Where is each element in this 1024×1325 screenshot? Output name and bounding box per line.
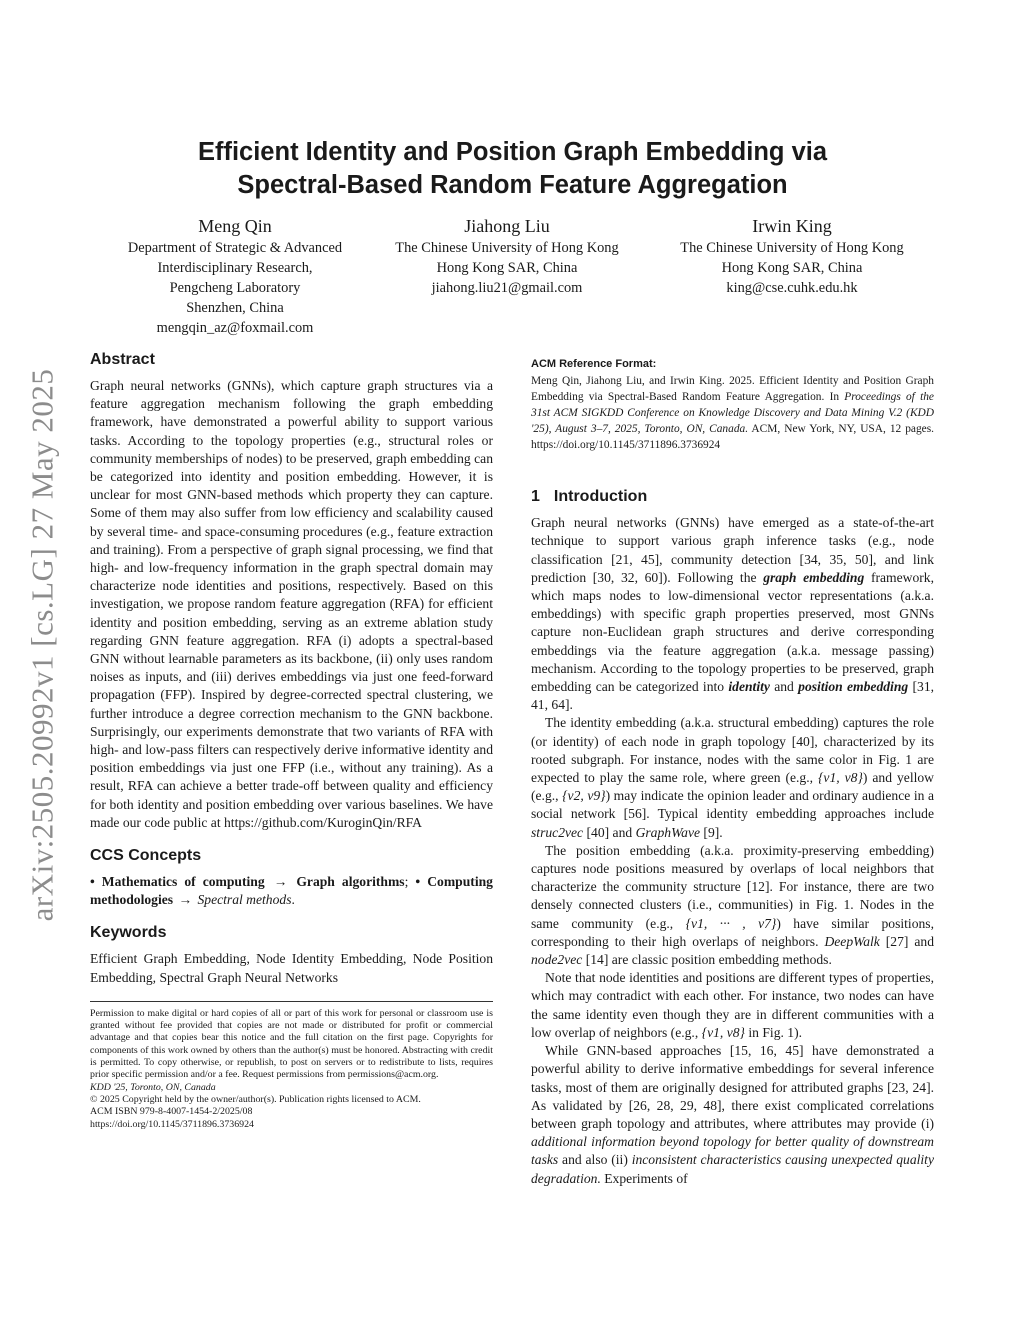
- acm-ref-tail: ACM, New York, NY, USA, 12 pages. https://doi.org/10.1145/3711896.3736924: [531, 423, 934, 452]
- ccs-bullet-2: • Computing methodologies: [90, 874, 493, 908]
- intro-paragraph-5: [531, 1042, 934, 1188]
- text-run: [14] are classic position embedding methods.: [582, 952, 832, 968]
- text-run: and: [769, 679, 799, 695]
- acm-ref-proceedings: Proceedings of the 31st ACM SIGKDD Conference on Knowledge Discovery and Data Mining V.2 (KDD '25), August 3–7, 2025, Toronto, ON, Canada.: [531, 391, 934, 436]
- abstract-heading: Abstract: [90, 351, 155, 368]
- ccs-arrow-2: →: [178, 892, 193, 908]
- acm-ref-authors-title: Meng Qin, Jiahong Liu, and Irwin King. 2025. Efficient Identity and Position Graph Embedding via Spectral-Based Random Feature Aggregation. In: [531, 375, 934, 404]
- keywords-text: Efficient Graph Embedding, Node Identity Embedding, Node Position Embedding, Spectral Graph Neural Networks: [90, 951, 493, 985]
- emphasis-graph-embedding: graph embedding: [763, 569, 865, 585]
- math-inline: {v1, v8}: [701, 1024, 745, 1040]
- text-run: The identity embedding (a.k.a. structural embedding) captures the role (or identity) of each node in graph topology [40], characterized by its rooted subgraph. For instance, nodes with the same color in Fig. 1 are expected to play the same role, where green (e.g.,: [531, 715, 934, 786]
- ccs-bullet-1: • Mathematics of computing: [90, 874, 265, 890]
- text-run: Note that node identities and positions are different types of properties, which may contradict with each other. For instance, two nodes can have the same identity even though they are in different communities with a low overlap of neighbors (e.g.,: [531, 970, 934, 1040]
- section-number: 1: [531, 488, 540, 506]
- author-location: Shenzhen, China: [186, 300, 284, 316]
- acm-reference-heading: ACM Reference Format:: [531, 358, 657, 370]
- permission-divider: [90, 1001, 493, 1002]
- title-line-1: Efficient Identity and Position Graph Embedding via: [197, 138, 828, 166]
- paper-title: [90, 136, 935, 202]
- text-run: ) and yellow (e.g.,: [531, 770, 934, 804]
- author-location: Hong Kong SAR, China: [721, 260, 863, 276]
- author-email: mengqin_az@foxmail.com: [156, 320, 314, 336]
- method-deepwalk: DeepWalk: [824, 933, 880, 949]
- ccs-concepts: [90, 873, 493, 909]
- permission-venue: [90, 1082, 493, 1094]
- permission-block: [90, 1008, 493, 1131]
- intro-paragraph-4: [531, 969, 934, 1042]
- method-struc2vec: struc2vec: [531, 824, 584, 840]
- section-title: Introduction: [553, 488, 648, 506]
- intro-paragraph-1: [531, 514, 934, 714]
- arxiv-identifier: arXiv:2505.20992v1 [cs.LG] 27 May 2025: [24, 368, 59, 922]
- author-email: king@cse.cuhk.edu.hk: [726, 280, 858, 296]
- text-run: [31, 41, 64].: [531, 679, 935, 713]
- text-run: Experiments of: [600, 1170, 688, 1186]
- emphasis-identity: identity: [728, 679, 770, 695]
- ccs-separator: ;: [404, 874, 416, 890]
- text-run: ) may indicate the opinion leader and ordinary audience in a social network [56]. Typical identity embedding approaches include: [531, 788, 934, 822]
- author-affiliation: Interdisciplinary Research,: [157, 260, 313, 276]
- title-line-2: Spectral-Based Random Feature Aggregation: [237, 171, 788, 199]
- emphasis-position-embedding: position embedding: [798, 679, 909, 695]
- author-name: Jiahong Liu: [464, 216, 550, 236]
- author-name: Irwin King: [752, 216, 832, 236]
- author-affiliation: Pengcheng Laboratory: [169, 280, 301, 296]
- intro-paragraph-3: [531, 842, 934, 969]
- emphasis-additional-info: additional information beyond topology for better quality of downstream tasks: [531, 1134, 934, 1168]
- permission-doi[interactable]: https://doi.org/10.1145/3711896.3736924: [90, 1118, 254, 1130]
- text-run: Graph neural networks (GNNs) have emerged as a state-of-the-art technique to support various graph inference tasks (e.g., node classification [21, 45], community detection [34, 35, 50], and link prediction [30, 32, 60]). Following the: [531, 515, 934, 585]
- ccs-term-1: Graph algorithms: [296, 874, 405, 890]
- ccs-end: .: [291, 892, 295, 908]
- text-run: [27] and: [879, 933, 935, 949]
- math-inline: {v1, v8}: [818, 770, 863, 786]
- text-run: [40] and: [583, 824, 636, 840]
- text-run: [9].: [700, 824, 723, 840]
- permission-copyright: © 2025 Copyright held by the owner/author(s). Publication rights licensed to ACM.: [90, 1093, 421, 1105]
- author-name: Meng Qin: [198, 216, 272, 236]
- acm-reference-text: [531, 373, 934, 453]
- author-affiliation: The Chinese University of Hong Kong: [395, 240, 619, 256]
- emphasis-inconsistent: inconsistent characteristics causing unexpected quality degradation.: [531, 1152, 934, 1186]
- math-inline: {v1, ··· , v7}: [685, 915, 777, 931]
- text-run: and also (ii): [558, 1152, 632, 1168]
- arxiv-sidebar: [14, 345, 70, 945]
- ccs-arrow-1: →: [273, 874, 288, 890]
- ccs-term-2: Spectral methods: [197, 892, 292, 908]
- author-affiliation: The Chinese University of Hong Kong: [680, 240, 904, 256]
- author-location: Hong Kong SAR, China: [436, 260, 578, 276]
- keywords-heading: Keywords: [90, 924, 167, 942]
- right-column: [531, 350, 934, 1188]
- left-column: [90, 350, 493, 1131]
- text-run: framework, which maps nodes to low-dimensional vector representations (a.k.a. embeddings) with specific graph properties preserved, most GNNs capture non-Euclidean graph structures and derive corresponding embeddings via the feature aggregation (a.k.a. message passing) mechanism. According to the topology properties to be preserved, graph embedding can be categorized into: [531, 569, 934, 695]
- text-run: in Fig. 1).: [744, 1024, 803, 1040]
- intro-paragraph-2: [531, 714, 934, 841]
- author-2: [372, 214, 642, 298]
- author-affiliation: Department of Strategic & Advanced: [127, 240, 343, 256]
- ccs-heading: CCS Concepts: [90, 847, 202, 865]
- math-inline: {v2, v9}: [562, 788, 606, 804]
- author-email: jiahong.liu21@gmail.com: [431, 280, 583, 296]
- venue-text: KDD '25, Toronto, ON, Canada: [90, 1081, 216, 1093]
- permission-isbn: ACM ISBN 979-8-4007-1454-2/2025/08: [90, 1106, 253, 1118]
- method-graphwave: GraphWave: [635, 824, 701, 840]
- permission-text: Permission to make digital or hard copies of all or part of this work for personal or classroom use is granted without fee provided that copies are not made or distributed for profit or commercial advantage and that copies bear this notice and the full citation on the first page. Copyrights for components of this work owned by others than the author(s) must be honored. Abstracting with credit is permitted. To copy otherwise, or republish, to post on servers or to redistribute to lists, requires prior specific permission and/or a fee. Request permissions from permissions@acm.org.: [90, 1007, 493, 1081]
- intro-heading: [531, 487, 934, 507]
- text-run: ) have similar positions, corresponding to their high overlaps of neighbors.: [531, 915, 934, 949]
- author-3: [647, 214, 937, 298]
- abstract-text: Graph neural networks (GNNs), which capture graph structures via a feature aggregation mechanism following the graph embedding framework, have demonstrated a powerful ability to support various tasks. According to the topology properties (e.g., structural roles or community memberships of nodes) to be preserved, graph embedding can be categorized into identity and position embedding. However, it is unclear for most GNN-based methods which property they can capture. Some of them may also suffer from low efficiency and scalability caused by several time- and space-consuming procedures (e.g., feature extraction and training). From a perspective of graph signal processing, we find that high- and low-frequency information in the graph spectral domain may characterize node identities and positions, respectively. Based on this investigation, we propose random feature aggregation (RFA) for efficient identity and position embedding, serving as an extreme ablation study regarding GNN feature aggregation. RFA (i) adopts a spectral-based GNN without learnable parameters as its backbone, (ii) only uses random noises as inputs, and (iii) derives embeddings via just one feed-forward propagation (FFP). Inspired by degree-corrected spectral clustering, we further introduce a degree correction mechanism to the GNN backbone. Surprisingly, our experiments demonstrate that two variants of RFA with high- and low-pass filters can respectively derive informative identity and position embeddings via just one FFP (i.e., without any training). As a result, RFA can achieve a better trade-off between quality and efficiency for both identity and position embedding over various baselines. We have made our code public at https://github.com/KuroginQin/RFA: [90, 378, 493, 830]
- text-run: While GNN-based approaches [15, 16, 45] have demonstrated a powerful ability to derive informative embeddings for several inference tasks, most of them are originally designed for attributed graphs [23, 24]. As validated by [26, 28, 29, 48], there exist complicated correlations between graph topology and attributes, where attributes may provide (i): [531, 1043, 934, 1131]
- method-node2vec: node2vec: [531, 952, 583, 968]
- text-run: The position embedding (a.k.a. proximity-preserving embedding) captures node positions measured by overlaps of local neighbors that characterize the community structure [12]. For instance, there are two densely connected clusters (i.e., communities) in Fig. 1. Nodes in the same community (e.g.,: [531, 842, 934, 931]
- author-1: [90, 214, 380, 338]
